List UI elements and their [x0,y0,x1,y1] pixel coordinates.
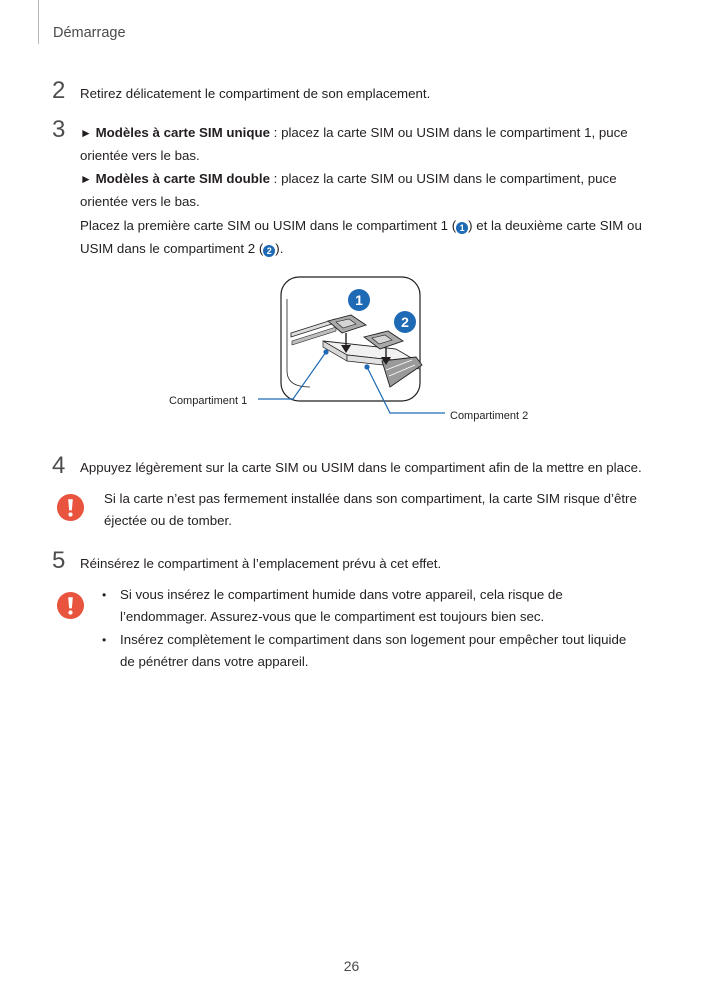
dual-sim-label: Modèles à carte SIM double [95,171,270,186]
caution-line-1: Si la carte n’est pas fermement installée dans son compartiment, la carte SIM risque d’être [104,491,637,506]
single-sim-label: Modèles à carte SIM unique [95,125,270,140]
bullet-2-line-1: Insérez complètement le compartiment dans son logement pour empêcher tout liquide [120,632,627,647]
number-1-icon: 1 [456,222,468,234]
step-number-3: 3 [52,116,66,143]
step-3-dual-line-1: ► Modèles à carte SIM double : placez la carte SIM ou USIM dans le compartiment, puce [80,171,617,186]
caution-icon [56,493,85,522]
bullet-2-line-2: de pénétrer dans votre appareil. [120,654,309,669]
step-3-dual-line-2: orientée vers le bas. [80,194,200,209]
step-number-2: 2 [52,77,66,104]
bullet-icon: • [102,633,107,647]
page-number: 26 [343,958,360,974]
bullet-1-line-1: Si vous insérez le compartiment humide dans votre appareil, cela risque de [120,587,563,602]
caution-line-2: éjectée ou de tomber. [104,513,232,528]
step-number-4: 4 [52,452,66,479]
step-3-place-line-1: Placez la première carte SIM ou USIM dans le compartiment 1 ( 1 ) et la deuxième carte SIM ou [80,218,642,233]
step-4-text: Appuyez légèrement sur la carte SIM ou USIM dans le compartiment afin de la mettre en place. [80,460,642,475]
badge-2-label: 2 [401,314,409,330]
step-3-single-line-2: orientée vers le bas. [80,148,200,163]
compartment-1-label: Compartiment 1 [169,395,248,407]
compartment-2-label: Compartiment 2 [450,410,529,422]
step-2-text: Retirez délicatement le compartiment de son emplacement. [80,86,431,101]
play-arrow-icon: ► [80,126,92,140]
step-number-5: 5 [52,547,66,574]
bullet-icon: • [102,588,107,602]
sim-tray-figure [160,275,540,427]
step-3-place-line-2: USIM dans le compartiment 2 ( 2 ). [80,241,284,256]
section-header: Démarrage [53,25,126,41]
caution-icon [56,591,85,620]
step-3-single-line-1: ► Modèles à carte SIM unique : placez la carte SIM ou USIM dans le compartiment 1, puce [80,125,628,140]
bullet-1-line-2: l’endommager. Assurez-vous que le compartiment est toujours bien sec. [120,609,545,624]
number-2-icon: 2 [263,245,275,257]
step-5-text: Réinsérez le compartiment à l’emplacement prévu à cet effet. [80,556,442,571]
play-arrow-icon: ► [80,172,92,186]
badge-1-label: 1 [355,292,363,308]
page-corner-mark [38,0,39,44]
